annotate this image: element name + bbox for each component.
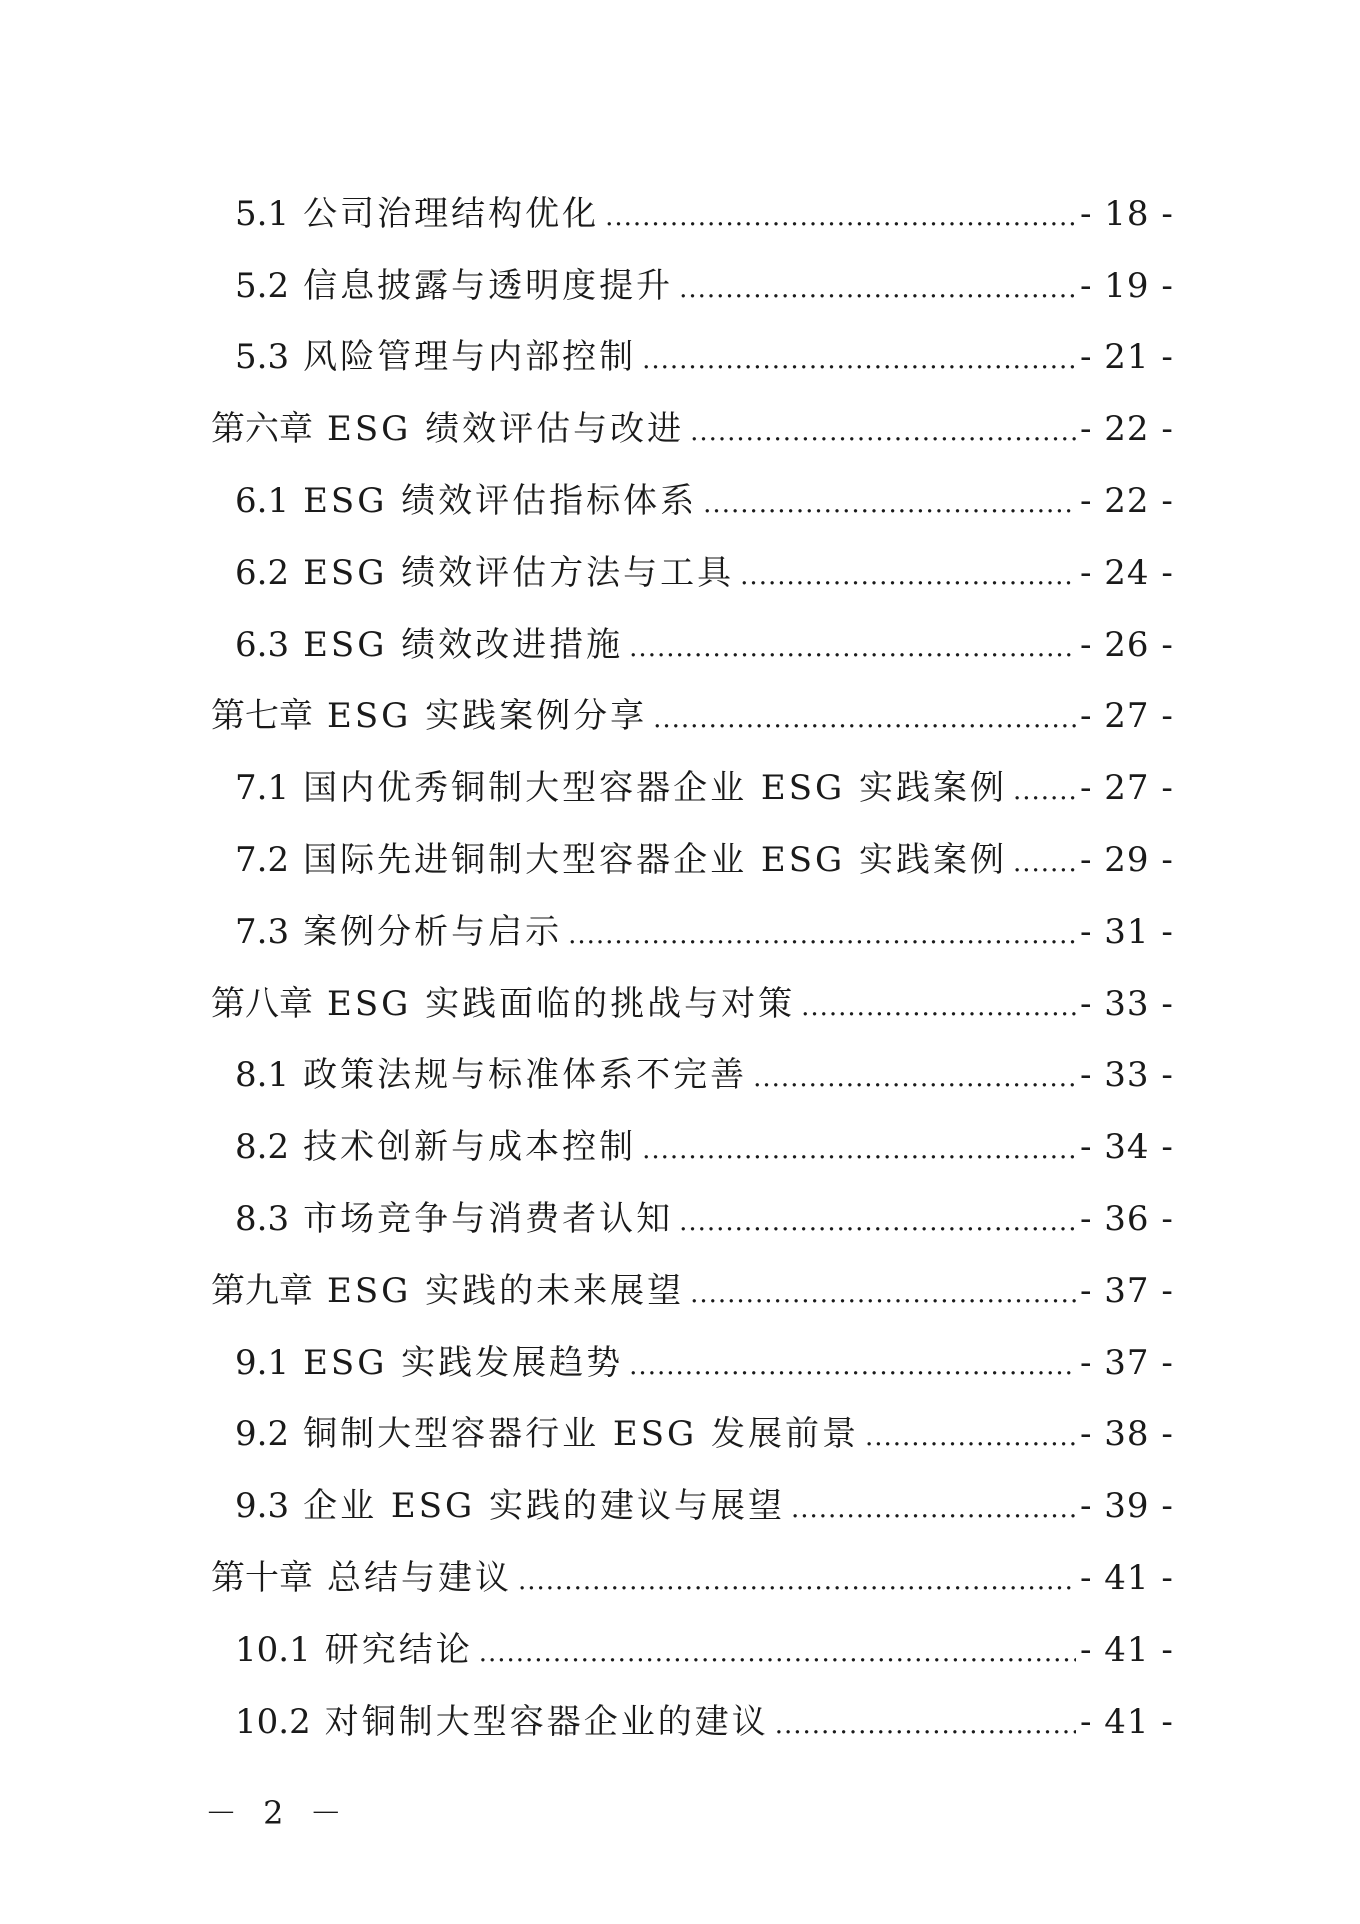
toc-entry-title: ESG 绩效评估指标体系 (303, 481, 698, 522)
toc-entry-page-number: - 33 - (1080, 1055, 1174, 1096)
toc-entry-label (235, 553, 734, 593)
toc-dot-leader (642, 1127, 1076, 1167)
toc-entry-label (235, 912, 562, 952)
toc-section-entry[interactable] (0, 896, 1360, 968)
toc-chapter-entry[interactable] (0, 1255, 1360, 1327)
toc-entry-number: 8.3 (235, 1199, 290, 1240)
toc-dot-leader (801, 984, 1076, 1024)
toc-entry-number: 6.1 (235, 481, 290, 522)
toc-entry-page-number: - 36 - (1080, 1199, 1174, 1240)
toc-entry-number: 9.3 (235, 1486, 290, 1527)
toc-entry-title: ESG 绩效评估与改进 (327, 409, 685, 450)
toc-dot-leader (568, 912, 1076, 952)
toc-dot-leader (791, 1486, 1076, 1526)
toc-dot-leader (629, 625, 1076, 665)
toc-entry-number: 7.1 (235, 768, 290, 809)
toc-chapter-entry[interactable] (0, 1542, 1360, 1614)
toc-dot-leader (690, 1271, 1076, 1311)
toc-dot-leader (653, 696, 1076, 736)
toc-entry-number: 9.1 (235, 1342, 290, 1383)
toc-entry-page-number: - 37 - (1080, 1342, 1174, 1383)
toc-entry-page-number: - 31 - (1080, 911, 1174, 952)
toc-entry-number: 第七章 (211, 696, 313, 737)
toc-entry-label (235, 1486, 785, 1526)
toc-entry-page-number: - 38 - (1080, 1414, 1174, 1455)
toc-entry-title: ESG 绩效评估方法与工具 (303, 552, 735, 593)
toc-entry-number: 7.3 (235, 911, 290, 952)
toc-entry-number: 9.2 (235, 1414, 290, 1455)
toc-entry-label (211, 1271, 684, 1311)
toc-entry-title: 国内优秀铜制大型容器企业 ESG 实践案例 (303, 768, 1007, 809)
toc-entry-title: ESG 实践面临的挑战与对策 (327, 983, 796, 1024)
toc-entry-page-number: - 41 - (1080, 1629, 1174, 1670)
toc-section-entry[interactable] (0, 250, 1360, 322)
toc-section-entry[interactable] (0, 1614, 1360, 1686)
toc-entry-title: 对铜制大型容器企业的建议 (324, 1701, 769, 1742)
toc-entry-title: 企业 ESG 实践的建议与展望 (303, 1486, 785, 1527)
toc-entry-page-number: - 18 - (1080, 193, 1174, 234)
toc-entry-page-number: - 33 - (1080, 983, 1174, 1024)
toc-entry-page-number: - 27 - (1080, 768, 1174, 809)
toc-entry-label (211, 1558, 512, 1598)
table-of-contents (0, 178, 1360, 1758)
toc-entry-page-number: - 41 - (1080, 1558, 1174, 1599)
toc-entry-label (235, 1199, 673, 1239)
toc-entry-title: 研究结论 (324, 1629, 473, 1670)
toc-entry-page-number: - 29 - (1080, 840, 1174, 881)
toc-dot-leader (753, 1055, 1076, 1095)
toc-entry-page-number: - 26 - (1080, 624, 1174, 665)
toc-section-entry[interactable] (0, 1399, 1360, 1471)
toc-entry-number: 5.1 (235, 193, 290, 234)
toc-entry-title: 案例分析与启示 (303, 911, 563, 952)
toc-entry-label (235, 481, 697, 521)
toc-entry-title: 风险管理与内部控制 (303, 337, 637, 378)
toc-entry-number: 10.1 (235, 1629, 311, 1670)
toc-entry-page-number: - 34 - (1080, 1127, 1174, 1168)
toc-chapter-entry[interactable] (0, 393, 1360, 465)
toc-entry-label (235, 337, 636, 377)
toc-entry-title: 技术创新与成本控制 (303, 1127, 637, 1168)
toc-entry-label (235, 1127, 636, 1167)
toc-entry-title: ESG 绩效改进措施 (303, 624, 624, 665)
toc-entry-label (211, 696, 647, 736)
toc-entry-label (235, 266, 673, 306)
toc-section-entry[interactable] (0, 465, 1360, 537)
toc-entry-title: ESG 实践案例分享 (327, 696, 648, 737)
toc-dot-leader (679, 266, 1076, 306)
toc-entry-number: 5.2 (235, 265, 290, 306)
toc-dot-leader (605, 194, 1076, 234)
toc-entry-number: 第六章 (211, 409, 313, 450)
toc-section-entry[interactable] (0, 1183, 1360, 1255)
page-number: － 2 － (205, 1794, 350, 1832)
toc-entry-title: 总结与建议 (327, 1558, 512, 1599)
toc-entry-number: 8.1 (235, 1055, 290, 1096)
toc-section-entry[interactable] (0, 178, 1360, 250)
toc-entry-title: 信息披露与透明度提升 (303, 265, 674, 306)
toc-entry-title: ESG 实践的未来展望 (327, 1270, 685, 1311)
toc-entry-page-number: - 21 - (1080, 337, 1174, 378)
toc-entry-number: 7.2 (235, 840, 290, 881)
toc-section-entry[interactable] (0, 752, 1360, 824)
toc-entry-number: 10.2 (235, 1701, 311, 1742)
toc-dot-leader (679, 1199, 1076, 1239)
toc-section-entry[interactable] (0, 1327, 1360, 1399)
toc-entry-page-number: - 24 - (1080, 552, 1174, 593)
toc-entry-title: 公司治理结构优化 (303, 193, 600, 234)
toc-entry-number: 第九章 (211, 1270, 313, 1311)
toc-entry-label (235, 1630, 473, 1670)
toc-entry-page-number: - 41 - (1080, 1701, 1174, 1742)
toc-entry-label (235, 194, 599, 234)
toc-entry-title: 铜制大型容器行业 ESG 发展前景 (303, 1414, 859, 1455)
toc-section-entry[interactable] (0, 824, 1360, 896)
toc-dot-leader (479, 1630, 1076, 1670)
toc-entry-number: 6.2 (235, 552, 290, 593)
toc-dot-leader (1013, 840, 1076, 880)
toc-entry-title: ESG 实践发展趋势 (303, 1342, 624, 1383)
toc-entry-page-number: - 19 - (1080, 265, 1174, 306)
toc-section-entry[interactable] (0, 537, 1360, 609)
toc-entry-label (235, 1702, 769, 1742)
toc-entry-label (235, 768, 1007, 808)
toc-chapter-entry[interactable] (0, 968, 1360, 1040)
toc-entry-title: 政策法规与标准体系不完善 (303, 1055, 748, 1096)
toc-entry-page-number: - 22 - (1080, 409, 1174, 450)
toc-entry-number: 第八章 (211, 983, 313, 1024)
toc-dot-leader (642, 337, 1076, 377)
toc-dot-leader (629, 1343, 1076, 1383)
toc-entry-number: 8.2 (235, 1127, 290, 1168)
toc-entry-title: 市场竞争与消费者认知 (303, 1199, 674, 1240)
toc-section-entry[interactable] (0, 1470, 1360, 1542)
toc-entry-page-number: - 22 - (1080, 481, 1174, 522)
toc-entry-label (235, 840, 1007, 880)
toc-section-entry[interactable] (0, 1686, 1360, 1758)
toc-dot-leader (518, 1558, 1076, 1598)
toc-dot-leader (865, 1414, 1076, 1454)
toc-section-entry[interactable] (0, 1040, 1360, 1112)
toc-section-entry[interactable] (0, 322, 1360, 394)
toc-chapter-entry[interactable] (0, 681, 1360, 753)
toc-entry-label (235, 625, 623, 665)
toc-dot-leader (1013, 768, 1076, 808)
toc-entry-label (235, 1343, 623, 1383)
toc-dot-leader (740, 553, 1076, 593)
toc-entry-label (235, 1414, 859, 1454)
toc-entry-page-number: - 27 - (1080, 696, 1174, 737)
toc-entry-title: 国际先进铜制大型容器企业 ESG 实践案例 (303, 840, 1007, 881)
toc-dot-leader (775, 1702, 1076, 1742)
toc-entry-label (211, 984, 795, 1024)
toc-entry-label (235, 1055, 747, 1095)
toc-entry-number: 5.3 (235, 337, 290, 378)
toc-section-entry[interactable] (0, 609, 1360, 681)
toc-dot-leader (703, 481, 1076, 521)
toc-entry-page-number: - 39 - (1080, 1486, 1174, 1527)
toc-section-entry[interactable] (0, 1111, 1360, 1183)
toc-dot-leader (690, 409, 1076, 449)
toc-entry-number: 第十章 (211, 1558, 313, 1599)
toc-entry-number: 6.3 (235, 624, 290, 665)
toc-entry-page-number: - 37 - (1080, 1270, 1174, 1311)
toc-entry-label (211, 409, 684, 449)
